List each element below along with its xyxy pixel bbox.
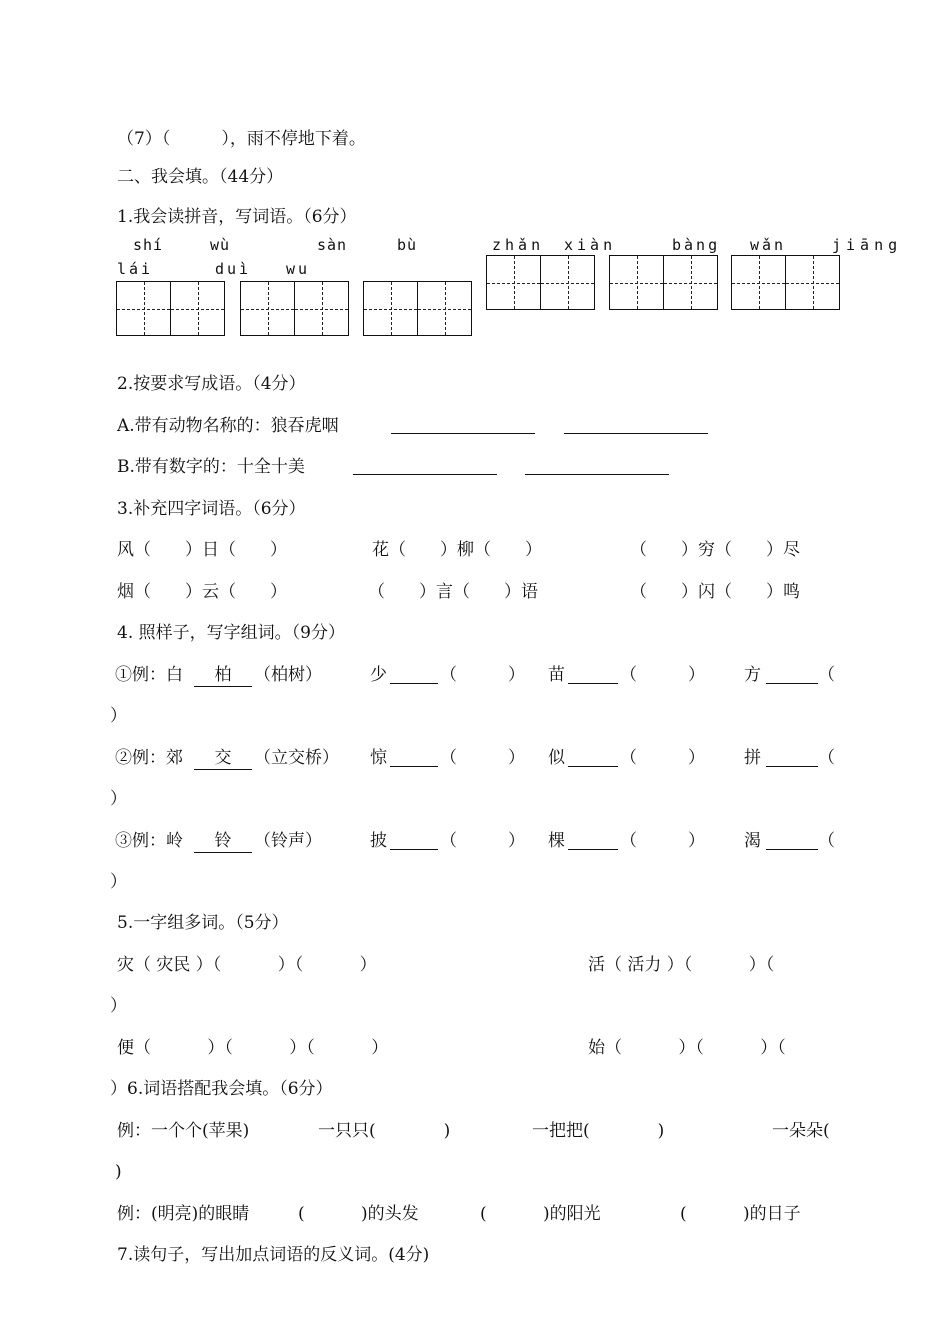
pinyin: jiāng [832,236,903,254]
q2-title: 2.按要求写成语。（4分） [117,374,306,394]
q4-title: 4. 照样子，写字组词。（9分） [117,623,345,643]
q6-example: 例：一个个(苹果) [117,1121,250,1141]
q4-close-paren: ） [110,789,127,809]
pinyin: wǎn [750,236,787,254]
q4-example-paren: （立交桥） [254,748,339,768]
answer-line[interactable] [766,683,818,684]
writing-grid[interactable] [363,281,472,335]
q4-paren: （ ） [440,748,525,768]
q5-row: 活（ 活力 ）（ ）（ [588,955,775,975]
q4-char: 惊 [370,748,387,768]
answer-line[interactable] [568,849,618,850]
q4-open-paren: （ [818,831,835,851]
answer-line[interactable] [766,766,818,767]
q4-char: 苗 [548,665,565,685]
q7-sentence: （7）（ ），雨不停地下着。 [117,129,366,149]
q4-char: 渴 [744,831,761,851]
writing-grid[interactable] [116,281,225,335]
idiom-blank: （ ）闪（ ）鸣 [630,582,800,602]
q4-example-label: ②例：郊 [115,748,183,768]
q4-char: 拼 [744,748,761,768]
q4-char: 方 [744,665,761,685]
q4-char: 似 [548,748,565,768]
pinyin: sàn [317,236,348,254]
q5-row: 便（ ）（ ）（ ） [117,1038,389,1058]
q6-blank: 一朵朵( [772,1121,830,1141]
pinyin: lái [117,260,154,278]
q6-blank: ( )的阳光 [480,1204,601,1224]
answer-line[interactable] [568,766,618,767]
q6-blank: ( )的头发 [298,1204,419,1224]
writing-grid[interactable] [731,255,840,309]
q5-title: 5.一字组多词。（5分） [117,913,289,933]
pinyin: wù [210,236,231,254]
q4-char: 少 [370,665,387,685]
q7-title: 7.读句子，写出加点词语的反义词。(4分) [117,1245,430,1265]
q4-char: 披 [370,831,387,851]
q4-example-paren: （铃声） [254,831,322,851]
q4-open-paren: （ [818,665,835,685]
q1-title: 1.我会读拼音，写词语。（6分） [117,207,357,227]
q4-example-paren: （柏树） [254,665,322,685]
q4-open-paren: （ [818,748,835,768]
q6-blank: 一只只( ) [318,1121,451,1141]
pinyin: wu [286,260,311,278]
q4-example-label: ①例：白 [115,665,183,685]
q2-b: B.带有数字的：十全十美 [117,457,305,477]
q4-close-paren: ） [110,706,127,726]
answer-line[interactable] [390,683,438,684]
q5-row: 灾（ 灾民 ）（ ）（ ） [117,955,377,975]
pinyin: duì [215,260,252,278]
q5-row: 始（ ）（ ）（ [588,1038,786,1058]
q4-char: 棵 [548,831,565,851]
writing-grid[interactable] [609,255,718,309]
answer-line[interactable] [525,474,669,475]
pinyin: bù [397,236,418,254]
writing-grid[interactable] [240,281,349,335]
q4-example-word: 柏 [194,664,252,687]
idiom-blank: 烟（ ）云（ ） [117,582,287,602]
q6-title: ）6.词语搭配我会填。（6分） [110,1079,333,1099]
q4-example-label: ③例：岭 [115,831,183,851]
q4-paren: （ ） [620,748,705,768]
answer-line[interactable] [564,433,708,434]
section2-title: 二、我会填。（44分） [117,167,284,187]
pinyin: bàng [672,236,721,254]
q4-paren: （ ） [440,665,525,685]
idiom-blank: 花（ ）柳（ ） [372,540,542,560]
idiom-blank: （ ）穷（ ）尽 [630,540,800,560]
answer-line[interactable] [353,474,497,475]
q3-title: 3.补充四字词语。（6分） [117,499,306,519]
q4-paren: （ ） [440,831,525,851]
pinyin: zhǎn [492,236,545,254]
q6-example: 例：(明亮)的眼睛 [117,1204,250,1224]
answer-line[interactable] [766,849,818,850]
idiom-blank: 风（ ）日（ ） [117,540,287,560]
idiom-blank: （ ）言（ ）语 [368,582,538,602]
q4-close-paren: ） [110,872,127,892]
q4-example-word: 铃 [194,830,252,853]
answer-line[interactable] [568,683,618,684]
writing-grid[interactable] [486,255,595,309]
answer-line[interactable] [390,766,438,767]
q5-row-tail: ） [110,996,127,1016]
q6-blank: ( )的日子 [680,1204,801,1224]
q2-a: A.带有动物名称的：狼吞虎咽 [117,416,339,436]
q6-blank: 一把把( ) [532,1121,665,1141]
q4-paren: （ ） [620,665,705,685]
answer-line[interactable] [391,433,535,434]
answer-line[interactable] [390,849,438,850]
q4-paren: （ ） [620,831,705,851]
pinyin: xiàn [564,236,617,254]
q6-tail: ) [115,1162,122,1182]
pinyin: shí [133,236,164,254]
q4-example-word: 交 [194,747,252,770]
